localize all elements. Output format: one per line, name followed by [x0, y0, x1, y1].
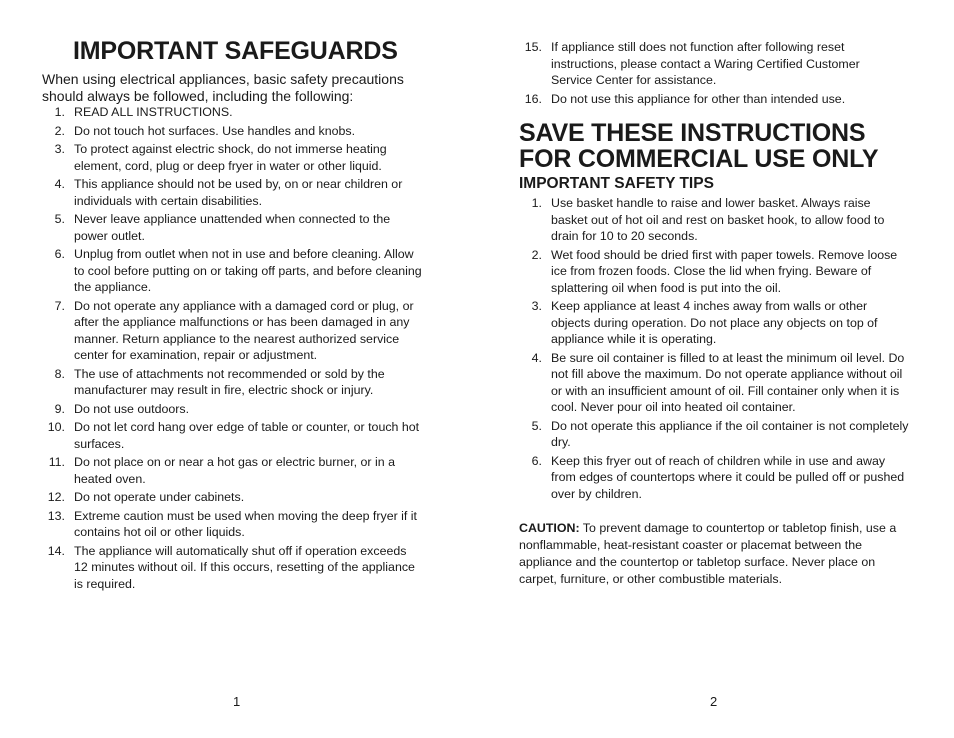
list-item: [42, 123, 422, 140]
list-item: [42, 543, 422, 593]
list-item-number: 16.: [524, 91, 542, 106]
list-item: [42, 508, 422, 541]
list-item-text: Extreme caution must be used when moving the deep fryer if it contains hot oil or other liquids.: [74, 508, 417, 539]
list-item-number: 12.: [47, 490, 65, 504]
title-line-1: SAVE THESE INSTRUCTIONS: [519, 119, 866, 147]
list-item-text: Keep this fryer out of reach of children while in use and away from edges of countertops where it could be pulled off or pushed over by children.: [551, 453, 905, 501]
list-item-text: This appliance should not be used by, on or near children or individuals with certain disabilities.: [74, 177, 403, 208]
list-item: [42, 298, 422, 364]
list-item: [42, 401, 422, 418]
list-item-text: Unplug from outlet when not in use and before cleaning. Allow to cool before putting on or taking off parts, and before cleaning the appliance.: [74, 247, 422, 294]
caution-label: CAUTION:: [519, 521, 580, 535]
list-item: [519, 453, 909, 503]
list-item-number: 4.: [531, 350, 542, 365]
list-item: [519, 91, 904, 108]
list-item-text: The appliance will automatically shut off if operation exceeds 12 minutes without oil. If this occurs, resetting of the appliance is required.: [74, 543, 415, 591]
list-item-text: Wet food should be dried first with paper towels. Remove loose ice from frozen foods. Close the lid when frying. Beware of splattering oil when food is put into the oil.: [551, 247, 898, 295]
page-title-safeguards: IMPORTANT SAFEGUARDS: [73, 37, 398, 65]
list-item-number: 2.: [531, 247, 542, 262]
list-item-text: Do not operate any appliance with a damaged cord or plug, or after the appliance malfunctions or has been damaged in any manner. Return appliance to the nearest authorized service center for examination, repair or adjustment.: [74, 298, 414, 362]
list-item-number: 15.: [524, 40, 542, 54]
list-item-number: 8.: [54, 366, 65, 381]
list-item: [519, 350, 909, 416]
list-item: [42, 211, 422, 244]
list-item-number: 3.: [531, 299, 542, 313]
list-item: [519, 418, 909, 451]
list-item-number: 11.: [48, 455, 65, 469]
list-item-text: Do not operate under cabinets.: [74, 490, 245, 504]
caution-text: To prevent damage to countertop or tabletop finish, use a nonflammable, heat-resistant coaster or placemat between the appliance and the countertop or tabletop surface. Never place on carpet, furniture, or other combustible materials.: [519, 521, 897, 586]
caution-paragraph: [519, 520, 914, 588]
list-item-number: 9.: [54, 401, 65, 416]
list-item: [42, 104, 422, 121]
list-item-text: Do not touch hot surfaces. Use handles and knobs.: [74, 123, 356, 138]
list-item-text: Use basket handle to raise and lower basket. Always raise basket out of hot oil and rest on basket hook, to allow food to drain for 10 to 20 seconds.: [551, 196, 885, 243]
list-item-number: 14.: [47, 543, 65, 558]
list-item: [42, 246, 422, 296]
list-item: [519, 247, 909, 297]
list-item-text: If appliance still does not function after following reset instructions, please contact a Waring Certified Customer Service Center for assistance.: [551, 40, 860, 87]
list-item-text: Do not operate this appliance if the oil container is not completely dry.: [551, 418, 909, 449]
list-item: [519, 39, 904, 89]
list-item-number: 5.: [531, 418, 542, 433]
safety-tips-list: [519, 195, 909, 504]
list-item-number: 7.: [54, 298, 65, 313]
list-item-number: 10.: [47, 420, 65, 434]
section-heading-safety-tips: IMPORTANT SAFETY TIPS: [519, 175, 714, 192]
list-item: [42, 366, 422, 399]
list-item: [519, 195, 909, 245]
list-item: [42, 141, 422, 174]
safeguards-list: [42, 104, 422, 594]
list-item-text: Do not use outdoors.: [74, 401, 190, 416]
list-item-number: 6.: [531, 453, 542, 468]
intro-text: When using electrical appliances, basic safety precautions should always be followed, including the following:: [42, 71, 404, 104]
list-item-text: Never leave appliance unattended when connected to the power outlet.: [74, 212, 391, 243]
safeguards-list-continued: [519, 39, 904, 109]
list-item-text: Do not place on or near a hot gas or electric burner, or in a heated oven.: [74, 455, 395, 486]
list-item-text: Do not use this appliance for other than intended use.: [551, 91, 846, 106]
title-line-2: FOR COMMERCIAL USE ONLY: [519, 145, 879, 173]
list-item-number: 3.: [54, 142, 65, 156]
list-item-number: 4.: [54, 177, 65, 191]
list-item-text: Do not let cord hang over edge of table or counter, or touch hot surfaces.: [74, 420, 420, 451]
list-item-number: 13.: [47, 508, 65, 523]
list-item-text: To protect against electric shock, do not immerse heating element, cord, plug or deep fryer in water or other liquid.: [74, 142, 387, 173]
list-item: [42, 419, 422, 452]
page-number: 1: [233, 694, 241, 709]
list-item-text: READ ALL INSTRUCTIONS.: [74, 105, 233, 119]
list-item-number: 2.: [54, 123, 65, 138]
list-item-number: 5.: [54, 212, 65, 226]
list-item-text: The use of attachments not recommended or sold by the manufacturer may result in fire, electric shock or injury.: [74, 366, 385, 397]
list-item: [519, 298, 909, 348]
page-title-save-instructions: [519, 120, 919, 172]
list-item: [42, 176, 422, 209]
list-item: [42, 489, 422, 506]
list-item: [42, 454, 422, 487]
list-item-number: 1.: [531, 196, 542, 210]
page-number: 2: [710, 694, 718, 709]
list-item-text: Be sure oil container is filled to at least the minimum oil level. Do not fill above the maximum. Do not operate appliance without oil or with an insufficient amount of oil. Fill container only when it is cool. Never pour oil into heated oil container.: [551, 350, 905, 414]
list-item-number: 1.: [54, 105, 65, 119]
list-item-text: Keep appliance at least 4 inches away from walls or other objects during operation. Do not place any objects on top of appliance while it is operating.: [551, 299, 878, 346]
list-item-number: 6.: [54, 247, 65, 261]
